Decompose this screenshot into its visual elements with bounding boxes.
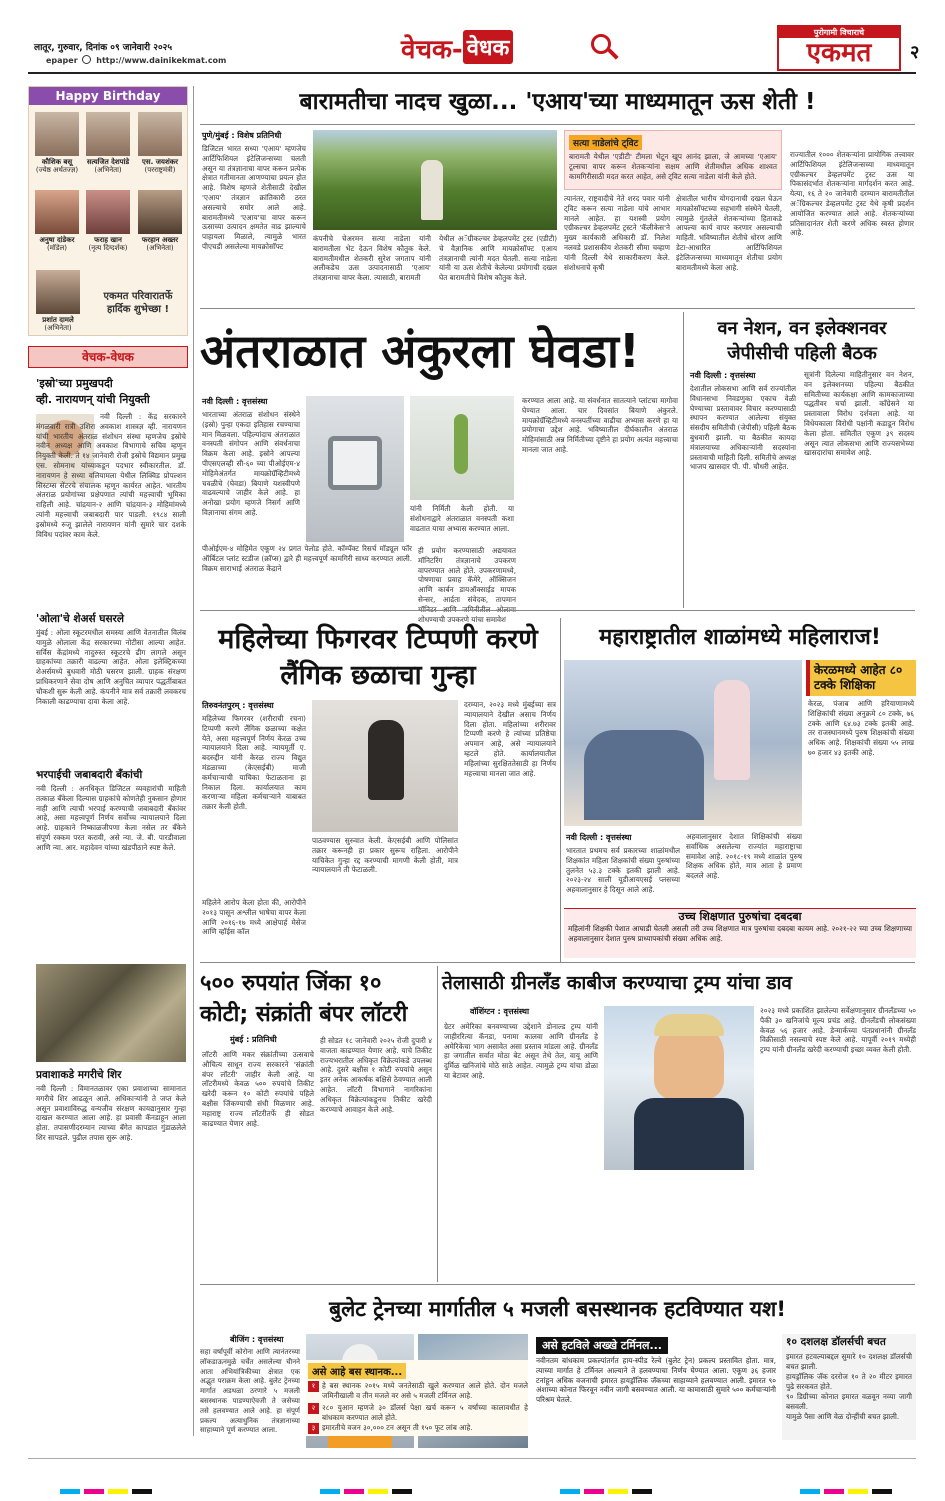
suit-figure: [634, 1098, 744, 1170]
yellow-mark: [848, 1489, 868, 1494]
harassment-dateline: तिरुवनंतपुरम् : वृत्तसंस्था: [202, 701, 274, 710]
office-woman-photo: [312, 700, 458, 832]
person-photo: [36, 270, 80, 314]
savings-box: [782, 1334, 916, 1440]
harassment-bottom-rule: [200, 962, 915, 963]
trump-hair: [654, 1014, 724, 1036]
bus-station-box: [306, 1360, 528, 1436]
birthday-person: एस. जयशंकर (परराष्ट्रमंत्री): [134, 112, 186, 174]
harassment-text-b: महिलेने आरोप केला होता की, आरोपीने २०१३ पासून अश्लील भाषेचा वापर केला आणि २०१६-१७ मध्ये आक्षेपार्ह मेसेज आणि व्हॉईस कॉल: [202, 898, 306, 937]
ai-headline: बारामतीचा नादच खुळा... 'एआय'च्या माध्यमातून ऊस शेती !: [299, 89, 816, 115]
person-photo: [86, 112, 130, 156]
bullet-dateline: बीजिंग : वृत्तसंस्था: [230, 1335, 284, 1344]
space-col-a: [202, 396, 300, 410]
ai-text-d: राज्यातील १००० शेतकऱ्यांना प्रायोगिक तत्त्वावर आर्टिफिशियल इंटेलिजन्सच्या माध्यमातून एग्रीकल्चर डेव्हलपमेंट ट्रस्ट ऊस या पिकासंदर्भात शेतकऱ्यांना मार्गदर्शन करत आहे. येत्या, १६ ते २० जानेवारी दरम्यान बारामतीतील अॅग्रिकल्चर डेव्हलपमेंट ट्रस्ट येथे कृषी प्रदर्शन आयोजित करण्यात आले आहे. शेतकऱ्यांच्या प्रतिसादानंतर शेती करणे अधिक स्वस्त होणार आहे.: [790, 150, 914, 238]
greenland-text-a: ग्रेटर अमेरिका बनवण्याच्या उद्देशाने डोनाल्ड ट्रम्प यांनी जाहीररित्या कॅनडा, पनामा कालवा आणि ग्रीनलँड हे अमेरिकेचा भाग असावेत असा प्रस्ताव मांडला आहे. ग्रीनलँड हा जगातील सर्वात मोठा बेट असून तेथे तेल, वायू आणि दुर्मिळ खनिजांचे मोठे साठे आहेत. त्यामुळे ट्रम्प यांचा डोळा या बेटावर आहे.: [444, 1022, 598, 1080]
onenation-headline: वन नेशन, वन इलेक्शनवर जेपीसीची पहिली बैठक: [717, 318, 887, 364]
isro-kicker: 'इस्रो'च्या प्रमुखपदी: [36, 377, 113, 390]
terminal-moved-title: असे हटविले अख्खे टर्मिनल...: [536, 1337, 668, 1354]
space-text-b: पीओईएम-४ मोहिमेत एकूण २४ प्रगत पेलोड होते. कॉम्पॅक्ट रिसर्च मॉड्यूल फॉर ऑर्बिटल प्लांट स्टडीज (क्रॉप्स) द्वारे ही महत्त्वपूर्ण कामगिरी साध्य करण्यात आली. विक्रम साराभाई अंतराळ केंद्राने: [202, 544, 412, 573]
cyan-mark: [60, 1489, 80, 1494]
person-photo: [138, 190, 182, 234]
sidebar-divider: [193, 86, 194, 1436]
greenland-dateline: वॉशिंग्टन : वृत्तसंस्था: [470, 1007, 530, 1016]
higher-edu-band: [564, 908, 916, 958]
magenta-mark: [344, 1489, 364, 1494]
website-link[interactable]: http://www.dainikekmat.com: [96, 56, 227, 65]
page-number: २: [910, 42, 920, 63]
schools-text-b: अहवालानुसार देशात शिक्षिकांची संख्या सर्वाधिक असलेल्या राज्यांत महाराष्ट्राचा समावेश आहे. २०१८-१९ मध्ये शाळांत पुरुष शिक्षक अधिक होते, मात्र आता हे प्रमाण बदलले आहे.: [686, 832, 802, 881]
ola-title: 'ओला'चे शेअर्स घसरले: [36, 613, 124, 625]
ai-text-a: डिजिटल भारत सध्या 'एआय' म्हणजेच आर्टिफिशियल इंटेलिजन्सच्या चलती असून या तंत्रज्ञानाचा वापर करून प्रत्येक क्षेत्रात गतीमानता आणण्याचा प्रयत्न होत आहे. विशेष म्हणजे शेतीसाठी देखील 'एआय' तंत्रज्ञान क्रांतिकारी ठरत असल्याचे समोर आले आहे. बारामतीमध्ये 'एआय'चा वापर करून ऊसाच्या उत्पादन क्षमतेत वाढ झाल्याचे पाहायला मिळाले, त्यामुळे भारत पीएचडी असलेल्या मायक्रोसॉफ्ट: [202, 144, 306, 251]
greenland-headline: तेलासाठी ग्रीनलँड काबीज करण्याचा ट्रम्प यांचा डाव: [442, 972, 792, 994]
space-caption: यांनी निर्मिती केली होती. या संशोधनाद्वारे अंतराळात वनस्पती कशा वाढतात याचा अभ्यास करण्यात आला.: [410, 504, 514, 533]
crocodile-title: प्रवाशाकडे मगरीचे शिर: [36, 1069, 122, 1081]
kerala-box-text: केरळ, पंजाब आणि हरियाणामध्ये शिक्षिकांची संख्या अनुक्रमे ८० टक्के, ७६ टक्के आणि ६४.७३ टक्के इतकी आहे. तर राजस्थानमध्ये पुरुष शिक्षकांची संख्या अधिक आहे. शिक्षकांची संख्या ५५ लाख ७० हजार ४३ इतकी आहे.: [808, 699, 914, 757]
higher-edu-title: उच्च शिक्षणात पुरुषांचा दबदबा: [678, 910, 802, 923]
footer-rule: [28, 1458, 916, 1459]
nadella-box: [564, 130, 782, 190]
ai-headline-rule: [200, 124, 915, 125]
bus-station-title: असे आहे बस स्थानक...: [308, 1363, 406, 1379]
birthday-person: सत्यजित देशपांडे (अभिनेता): [83, 112, 133, 174]
lottery-dateline: मुंबई : प्रतिनिधी: [230, 1035, 277, 1044]
ai-caption-b: येथील अॅग्रीकल्चर डेव्हलपमेंट ट्रस्ट (एडीटी) चे वैज्ञानिक आणि मायक्रोसॉफ्ट एआय तंत्रज्ञानाची त्यांनी मदत घेतली. सत्या नाडेला यांनी या ऊस शेतीचे केलेल्या प्रयोगाची दखल घेत बारामतीचे विशेष कौतुक केले.: [439, 234, 557, 283]
birthday-wish: एकमत परिवारातर्फे हार्दिक शुभेच्छा !: [103, 291, 173, 315]
schools-headline: महाराष्ट्रातील शाळांमध्ये महिलाराज!: [599, 625, 881, 650]
cyan-mark: [560, 1489, 580, 1494]
section-banner: [401, 30, 631, 70]
sprout-figure: [454, 414, 468, 474]
section-name-b: वेधक: [463, 30, 514, 64]
bean-sprout-photo: [410, 396, 514, 500]
space-text-c: ही प्रयोग करण्यासाठी अद्ययावत मॉनिटरिंग तंत्रज्ञानाचे उपकरण वापरण्यात आले होते. उपकरणामध्ये, पोषणाचा प्रवाह कॅमेरे, ऑक्सिजन आणि कार्बन डायऑक्साईड मापक सेन्सर, आर्द्रता संवेदक, तापमान शोधण्याची उपकरणे यांचा समावेश: [418, 546, 516, 624]
sidebar-box-title: वेचक-वेधक: [28, 346, 188, 368]
cyan-mark: [320, 1489, 340, 1494]
terminal-moved-box: [536, 1334, 776, 1440]
onenation-dateline: नवी दिल्ली : वृत्तसंस्था: [690, 371, 756, 380]
harassment-text-a: महिलेच्या फिगरवर (शरीराची रचना) टिप्पणी करणे लैंगिक छळाच्या कक्षेत येते, असा महत्त्वपूर्ण निर्णय केरळ उच्च न्यायालयाने दिला आहे. न्यायमूर्ती ए. बदरुद्दीन यांनी केरळ राज्य विद्युत मंडळाच्या (केएसईबी) माजी कर्मचाऱ्याची याचिका फेटाळताना हा निकाल दिला. कार्यालयात काम करणाऱ्या महिला कर्मचाऱ्याने याबाबत तक्रार केली होती.: [202, 714, 306, 812]
schools-text-a: भारतात प्रथमच सर्व प्रकारच्या शाळांमधील शिक्षकांत महिला शिक्षकांची संख्या पुरुषांच्या तुलनेत ५३.३ टक्के इतकी झाली आहे. २०२३-२४ साली यूडीआयएसई प्लसच्या अहवालानुसार हे दिसून आले आहे.: [566, 846, 680, 895]
sugarcane-photo: [313, 130, 557, 230]
teacher-figure: [714, 680, 750, 780]
higher-edu-text: महिलांनी शिक्षकी पेशात आघाडी घेतली असली तरी उच्च शिक्षणात मात्र पुरुषांचा दबदबा कायम आहे. २०२१-२२ च्या उच्च शिक्षणाच्या अहवालानुसार देशात पुरुष प्राध्यापकांची संख्या अधिक आहे.: [568, 924, 912, 943]
classroom-photo: [564, 660, 802, 826]
space-onenation-divider: [683, 312, 684, 608]
onenation-text-b: सूत्रांनी दिलेल्या माहितीनुसार वन नेशन, वन इलेक्शनच्या पहिल्या बैठकीत समितीच्या कार्यकक्षा आणि कामकाजाच्या पद्धतीवर चर्चा झाली. काँग्रेसने या प्रस्तावाला विरोध दर्शवला आहे. या विधेयकाला विरोधी पक्षांनी कडाडून विरोध केला होता. समितीत एकूण ३९ सदस्य असून त्यात लोकसभा आणि राज्यसभेच्या खासदारांचा समावेश आहे.: [804, 370, 914, 458]
ai-dateline: पुणे/मुंबई : विशेष प्रतिनिधी: [202, 131, 282, 140]
woman-figure: [368, 720, 404, 800]
bullet-headline: बुलेट ट्रेनच्या मार्गातील ५ मजली बसस्थानक हटविण्यात यश!: [329, 1297, 786, 1321]
harassment-schools-divider: [560, 618, 561, 962]
ola-text: मुंबई : ओला स्कूटरमधील समस्या आणि वेतनातील विलंब यामुळे ओलाला केंद्र सरकारच्या नोटीसा आल्या आहेत. सर्विस केंद्रांमध्ये नादुरुस्त स्कूटरचे ढीग लागले असून ग्राहकांच्या तक्रारी वाढल्या आहेत. ओला इलेक्ट्रिकच्या शेअर्समध्ये बुधवारी मोठी घसरण झाली. ग्राहक संरक्षण प्राधिकरणाने सेवा दोष आणि अनुचित व्यापार पद्धतींबाबत चौकशी सुरू केली आहे. कंपनीने मात्र सर्व तक्रारी लवकरच निकाली काढण्याचा दावा केला आहे.: [36, 628, 186, 706]
epaper-line: [46, 55, 226, 65]
space-headline: अंतराळात अंकुरला घेवडा!: [200, 324, 640, 378]
trump-greenland-photo: [604, 1006, 754, 1170]
epaper-label: epaper: [46, 56, 78, 65]
brand-tagline: पुरोगामी विचाराचे: [779, 27, 899, 38]
lottery-headline: ५०० रुपयांत जिंका १० कोटी; संक्रांती बंपर लॉटरी: [200, 971, 408, 1027]
space-text-a: भारताच्या अंतराळ संशोधन संस्थेने (इस्रो) पुन्हा एकदा इतिहास रचण्याचा मान मिळवला. पहिल्यांदाच अंतराळात वनस्पती संगोपन आणि संवर्धनाचा विक्रम केला आहे. इस्रोने आपल्या पीएसएलव्ही सी-६० च्या पीओईएम-४ मोहिमेअंतर्गत मायक्रोग्रॅव्हिटीमध्ये चवळीचे (घेवडा) बियाणे यशस्वीपणे वाढवल्याचे जाहीर केले आहे. हा अनोखा प्रयोग म्हणजे निसर्ग आणि विज्ञानाचा संगम आहे.: [202, 410, 300, 517]
birthday-person: प्रशांत दामले (अभिनेता): [32, 270, 84, 332]
banks-title: भरपाईची जबाबदारी बँकांची: [36, 769, 143, 781]
ai-text-b: त्यानंतर, राष्ट्रवादीचे नेते शरद पवार यांनी ट्विट करून सत्या नाडेला यांचे आभार मानले आहेत. हा यशस्वी प्रयोग एग्रीकल्चर डेव्हलपमेंट ट्रस्टने 'कॅलीकेस'ने मुख्य कार्यकारी अधिकारी डॉ. निलेश नलवडे प्रशासकीय शेतकरी सीमा चव्हाण यांनी दिल्ली येथे साकारीकरण केले. संशोधनाचे कृषी: [564, 194, 670, 272]
bus-station-item: ३ इमारतीचे वजन ३०,००० टन असून ती १५० फूट लांब आहे.: [306, 1423, 528, 1435]
crocodile-text: नवी दिल्ली : विमानतळावर एका प्रवाशाच्या सामानात मगरीचे शिर आढळून आले. अधिकाऱ्यांनी ते जप्त केले असून प्रवाशाविरुद्ध वन्यजीव संरक्षण कायद्यानुसार गुन्हा दाखल करण्यात आला आहे. हा प्रवासी कॅनडाहून आला होता. तपासणीदरम्यान त्याच्या बॅगेत कापडात गुंडाळलेले शिर सापडले. पुढील तपास सुरू आहे.: [36, 1084, 186, 1142]
savings-item: हायड्रॉलिक जॅक दररोज १० ते २० मीटर इमारत पुढे सरकवत होते.: [786, 1372, 912, 1391]
person-photo: [86, 190, 130, 234]
nadella-box-title: सत्या नाडेलांचे ट्विट: [569, 135, 642, 150]
cyan-mark: [800, 1489, 820, 1494]
space-text-d: करण्यात आला आहे. या संवर्धनात सातत्याने प्लांटचा मागोवा घेण्यात आला. चार दिवसांत बियाणे अंकुरले. मायक्रोग्रॅव्हिटीमध्ये वनस्पतींच्या वाढीचा अभ्यास करणे हा या प्रयोगाचा उद्देश आहे. भविष्यातील दीर्घकालीन अंतराळ मोहिमांसाठी अन्न निर्मितीच्या दृष्टीने हा प्रयोग अत्यंत महत्त्वाचा मानला जात आहे.: [522, 396, 678, 454]
kerala-box-title: केरळमध्ये आहेत ८० टक्के शिक्षिका: [806, 660, 916, 696]
banks-text: नवी दिल्ली : अनधिकृत डिजिटल व्यवहारांची माहिती तत्काळ बँकेला दिल्यास ग्राहकांचे कोणतेही नुकसान होणार नाही आणि त्याची भरपाई करण्याची जबाबदारी बँकांवर आहे, असा महत्त्वपूर्ण निर्णय सर्वोच्च न्यायालयाने दिला आहे. ग्राहकाने निष्काळजीपणा केला नसेल तर बँकेने संपूर्ण रक्कम परत करावी, असे न्या. जे. बी. पारडीवाला आणि न्या. आर. महादेवन यांच्या खंडपीठाने स्पष्ट केले.: [36, 784, 186, 852]
magenta-mark: [824, 1489, 844, 1494]
item-number: २: [308, 1403, 319, 1414]
yellow-mark: [108, 1489, 128, 1494]
nadella-box-text: बारामती येथील 'एडीटी' टीमला भेटून खूप आनंद झाला, जे आमच्या 'एआय' टूल्सचा वापर करून शेतकऱ्यांना सक्षम आणि शेतीमधील अधिक शाश्वत कामगिरीसाठी मदत करत आहेत, असे ट्विट सत्या नाडेला यांनी केले होते.: [569, 152, 777, 181]
person-photo: [35, 190, 79, 234]
savings-item: यामुळे पैसा आणि वेळ दोन्हींची बचत झाली.: [786, 1412, 900, 1421]
harassment-text-c: पाठवण्यास सुरुवात केली. केएसईबी आणि पोलिसांत तक्रार करूनही हा प्रकार सुरूच राहिला. आरोपीने याचिकेत गुन्हा रद्द करण्याची मागणी केली होती, मात्र न्यायालयाने ती फेटाळली.: [312, 836, 458, 875]
space-bottom-rule: [200, 610, 915, 611]
section-name-a: वेचक-: [401, 35, 463, 65]
ai-bottom-rule: [200, 308, 915, 309]
yellow-mark: [608, 1489, 628, 1494]
person-photo: [35, 112, 79, 156]
bullet-text-a: सहा वर्षांपूर्वी कोरोना आणि त्यानंतरच्या लॉकडाऊनमुळे चर्चेत असलेल्या चीनने आता अभियांत्रिकीच्या क्षेत्रात एक अद्भुत पराक्रम केला आहे. बुलेट ट्रेनच्या मार्गात अडथळा ठरणारे ५ मजली बसस्थानक पाडण्याऐवजी ते जसेच्या तसे हलवण्यात आले आहे. हा संपूर्ण प्रकल्प अत्याधुनिक तंत्रज्ञानाच्या साहाय्याने पूर्ण करण्यात आला.: [200, 1348, 300, 1435]
magenta-mark: [84, 1489, 104, 1494]
birthday-person: अनुषा दांडेकर (मॉडेल): [32, 190, 82, 252]
yellow-mark: [368, 1489, 388, 1494]
bus-station-item: २ २८० युआन म्हणजे ३० डॉलर्स पेक्षा खर्च करून ५ वर्षांच्या कालावधीत हे बांधकाम करण्यात आले होते.: [306, 1403, 528, 1423]
item-number: १: [308, 1381, 319, 1392]
black-mark: [872, 1489, 892, 1494]
module-window: [328, 436, 382, 490]
harassment-headline: महिलेच्या फिगरवर टिप्पणी करणे लैंगिक छळाचा गुन्हा: [218, 624, 538, 691]
registration-marks: [0, 1470, 945, 1500]
savings-title: १० दशलक्ष डॉलर्सची बचत: [786, 1336, 886, 1348]
black-mark: [132, 1489, 152, 1494]
kerala-box: [806, 660, 916, 904]
onenation-text-a: देशातील लोकसभा आणि सर्व राज्यांतील विधानसभा निवडणुका एकाच वेळी घेण्याच्या प्रस्तावावर विचार करण्यासाठी स्थापन करण्यात आलेल्या संयुक्त संसदीय समितीची (जेपीसी) पहिली बैठक बुधवारी झाली. या बैठकीत कायदा मंत्रालयाच्या अधिकाऱ्यांनी सदस्यांना प्रस्तावाची माहिती दिली. समितीचे अध्यक्ष भाजप खासदार पी. पी. चौधरी आहेत.: [690, 384, 797, 472]
birthday-person: फरहान अख्तर (अभिनेता): [134, 190, 186, 252]
item-number: ३: [308, 1423, 319, 1434]
magnifier-handle: [607, 48, 618, 59]
birthday-title: Happy Birthday: [29, 87, 187, 105]
brand-logo: एकमत: [806, 38, 872, 68]
globe-icon: [82, 55, 91, 64]
person-photo: [138, 112, 182, 156]
onenation-col-a: [690, 370, 796, 606]
greenland-bottom-rule: [200, 1284, 915, 1285]
space-module-photo: [306, 396, 404, 542]
lottery-text-a: लॉटरी आणि मकर संक्रांतीच्या उत्सवाचे औचित्य साधून राज्य सरकारने 'संक्रांती बंपर लॉटरी' जाहीर केली आहे. या लॉटरीमध्ये केवळ ५०० रुपयांचे तिकीट खरेदी करून १० कोटी रुपयांचे पहिले बक्षीस जिंकण्याची संधी मिळणार आहे. महाराष्ट्र राज्य लॉटरीतर्फे ही सोडत काढण्यात येणार आहे.: [202, 1050, 314, 1128]
birthday-person: कौशिक बसू (ज्येष्ठ अर्थतज्ज्ञ): [32, 112, 82, 174]
terminal-moved-text: नवीनतम बांधकाम प्रकल्पांतर्गत हाय-स्पीड रेल्वे (बुलेट ट्रेन) प्रकल्प प्रस्तावित होता. मात्र, त्याच्या मार्गात हे टर्मिनल आल्याने ते हलवण्याचा निर्णय घेण्यात आला. एकूण ३६ हजार टनांहून अधिक वजनाची इमारत हायड्रॉलिक जॅकच्या साहाय्याने हलवण्यात आली. इमारत ९० अंशाच्या कोनात फिरवून नवीन जागी बसवण्यात आली. या कामासाठी सुमारे ५०० कर्मचाऱ्यांनी परिश्रम घेतले.: [536, 1356, 776, 1405]
crocodile-photo: [36, 964, 186, 1062]
students-figure: [584, 730, 704, 820]
ai-text-c: क्षेत्रातील भारीय योगदानाची दखल घेऊन मायक्रोसॉफ्टच्या सहभागी संस्थेने घेतली, त्यामुळे गुंतलेले शेतकऱ्यांच्या हिताकडे आपल्या कार्य वापर करणार असल्याची माहिती. भविष्यातील शेतीचे धोरण आणि डेटा-आधारित आर्टिफिशियल इंटेलिजन्सच्या माध्यमातून शेतीचा प्रयोग बारामतीमध्ये केला आहे.: [676, 194, 782, 272]
black-mark: [392, 1489, 412, 1494]
farmer-figure: [421, 160, 443, 220]
isro-text: नवी दिल्ली : केंद्र सरकारने मंगळवारी रात्री उशिरा अवकाश शास्त्रज्ञ व्ही. नारायणन यांची भारतीय अंतराळ संशोधन संस्था म्हणजेच इस्रोचे नवीन अध्यक्ष आणि अवकाश विभागाचे सचिव म्हणून नियुक्ती केली. ते १४ जानेवारी रोजी इस्रोचे विद्यमान प्रमुख एस. सोमनाथ यांच्याकडून पदभार स्वीकारतील. डॉ. नारायणन हे सध्या वलियामला येथील लिक्विड प्रोपल्शन सिस्टम्स सेंटरचे संचालक म्हणून कार्यरत आहेत. भारतीय अंतराळ प्रयोगांच्या प्रक्षेपणात त्यांची महत्त्वाची भूमिका राहिली आहे. चांद्रयान-२ आणि चांद्रयान-३ मोहिमांमध्ये त्यांनी महत्त्वाची जबाबदारी पार पाडली. १९८४ साली इस्रोमध्ये रुजू झालेले नारायणन यांनी सुमारे चार दशके विविध पदांवर काम केले.: [36, 412, 186, 539]
savings-item: ९० डिग्रीच्या कोनात इमारत वळवून नव्या जागी बसवली.: [786, 1392, 912, 1411]
savings-item: इमारत हटवल्याबद्दल सुमारे १० दशलक्ष डॉलर्सची बचत झाली.: [786, 1352, 912, 1371]
brand-box: [777, 25, 901, 71]
ai-col-a: [202, 130, 306, 284]
lottery-text-b: ही सोडत १८ जानेवारी २०२५ रोजी दुपारी ४ वाजता काढण्यात येणार आहे. याचे तिकीट राज्यभरातील अधिकृत विक्रेत्यांकडे उपलब्ध आहे. दुसरे बक्षीस १ कोटी रुपयांचे असून इतर अनेक आकर्षक बक्षिसे ठेवण्यात आली आहेत. लॉटरी विभागाने नागरिकांना अधिकृत विक्रेत्यांकडूनच तिकीट खरेदी करण्याचे आवाहन केले आहे.: [320, 1036, 432, 1114]
dateline: लातूर, गुरुवार, दिनांक ०९ जानेवारी २०२५: [34, 43, 172, 53]
bus-station-item: १ हे बस स्थानक २०१५ मध्ये जनतेसाठी खुले करण्यात आले होते. दोन मजले जमिनीखाली व तीन मजले वर असे ५ मजली टर्मिनल आहे.: [306, 1381, 528, 1403]
masthead-rule: [28, 72, 916, 74]
black-mark: [632, 1489, 652, 1494]
isro-title: व्ही. नारायणन् यांची नियुक्ती: [36, 393, 150, 406]
ai-caption-a: कंपनीचे चेअरमन सत्या नाडेला यांनी बारामतीला भेट देऊन विशेष कौतुक केले. बारामतीमधील शेतकरी सुरेश जगताप यांनी अलीकडेच ऊस उत्पादनासाठी 'एआय' तंत्रज्ञानाचा वापर केला. त्यासाठी, बारामती: [313, 234, 431, 283]
space-dateline: नवी दिल्ली : वृत्तसंस्था: [202, 397, 268, 406]
greenland-text-b: २०२३ मध्ये प्रकाशित झालेल्या सर्वेक्षणानुसार ग्रीनलँडच्या ५० पैकी ३० खनिजांचे मूल्य प्रचंड आहे. ग्रीनलँडची लोकसंख्या केवळ ५६ हजार आहे. डेन्मार्कच्या पंतप्रधानांनी ग्रीनलँड विक्रीसाठी नसल्याचे स्पष्ट केले आहे. यापूर्वी २०१९ मध्येही ट्रम्प यांनी ग्रीनलँड खरेदी करण्याची इच्छा व्यक्त केली होती.: [760, 1006, 916, 1055]
birthday-person: फराह खान (नृत्य दिग्दर्शक): [83, 190, 133, 252]
lottery-greenland-divider: [437, 966, 438, 1282]
magenta-mark: [584, 1489, 604, 1494]
harassment-text-d: दरम्यान, २०२३ मध्ये मुंबईच्या सत्र न्यायालयाने देखील असाच निर्णय दिला होता. महिलांच्या शरीरावर टिप्पणी करणे हे त्यांच्या प्रतिष्ठेचा अपमान आहे, असे न्यायालयाने म्हटले होते. कार्यालयातील महिलांच्या सुरक्षिततेसाठी हा निर्णय महत्त्वाचा मानला जात आहे.: [464, 700, 556, 778]
schools-dateline: नवी दिल्ली : वृत्तसंस्था: [566, 833, 632, 842]
